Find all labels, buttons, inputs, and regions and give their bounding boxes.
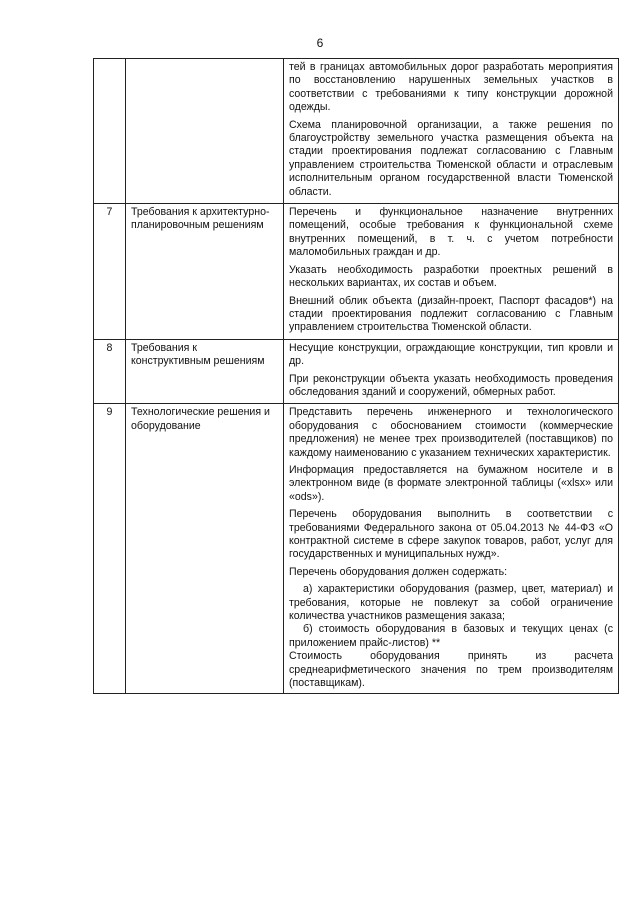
row-title [126,59,284,204]
row-number: 7 [94,204,126,340]
table-row [94,404,619,694]
row-description [284,204,619,340]
requirements-table [93,58,619,694]
paragraph: Схема планировочной организации, а также решения по благоустройству земельного участка размещения объекта на стадии проектирования подлежат согласованию с Главным управлением строительства Тюменской области и отраслевым исполнительным органом государственной власти Тюменской области. [289,118,613,198]
list-item: б) стоимость оборудования в базовых и текущих ценах (с приложением прайс-листов) ** [289,623,613,649]
paragraph: Представить перечень инженерного и технологического оборудования с обоснованием стоимости (коммерческие предложения) не менее трех производителей (поставщиков) по каждому наименованию с указанием технических характеристик. [289,406,613,459]
row-title: Требования к архитектурно-планировочным решениям [126,204,284,340]
row-description [284,339,619,404]
paragraph: Перечень оборудования выполнить в соответствии с требованиями Федерального закона от 05.04.2013 № 44-ФЗ «О контрактной системе в сфере закупок товаров, работ, услуг для государственных и муниципальных нужд». [289,508,613,561]
paragraph: При реконструкции объекта указать необходимость проведения обследования зданий и сооружений, обмерных работ. [289,372,613,398]
row-number: 8 [94,339,126,404]
table-row [94,204,619,340]
row-description [284,59,619,204]
paragraph: Стоимость оборудования принять из расчета среднеарифметического значения по трем производителям (поставщикам). [289,650,613,690]
paragraph: Указать необходимость разработки проектных решений в нескольких вариантах, их состав и объем. [289,263,613,290]
page-number: 6 [316,36,324,50]
paragraph: Перечень и функциональное назначение внутренних помещений, особые требования к функциональной схеме внутренних помещений, в т. ч. с учетом потребности маломобильных граждан и др. [289,206,613,259]
table-row [94,339,619,404]
row-description [284,404,619,694]
row-title: Технологические решения и оборудование [126,404,284,694]
paragraph: Несущие конструкции, ограждающие конструкции, тип кровли и др. [289,341,613,368]
paragraph: Внешний облик объекта (дизайн-проект, Паспорт фасадов*) на стадии проектирования подлежит согласованию с Главным управлением строительства Тюменской области. [289,294,613,334]
list-item: а) характеристики оборудования (размер, цвет, материал) и требования, которые не повлекут за собой ограничение количества участников размещения заказа; [289,583,613,623]
table-row [94,59,619,204]
row-number [94,59,126,204]
paragraph: тей в границах автомобильных дорог разработать мероприятия по восстановлению нарушенных земельных участков в соответствии с требованиями к типу конструкции дорожной одежды. [289,61,613,114]
paragraph: Информация предоставляется на бумажном носителе и в электронном виде (в формате электронной таблицы («xlsx» или «ods»). [289,463,613,503]
row-number: 9 [94,404,126,694]
paragraph: Перечень оборудования должен содержать: [289,565,508,578]
row-title: Требования к конструктивным решениям [126,339,284,404]
